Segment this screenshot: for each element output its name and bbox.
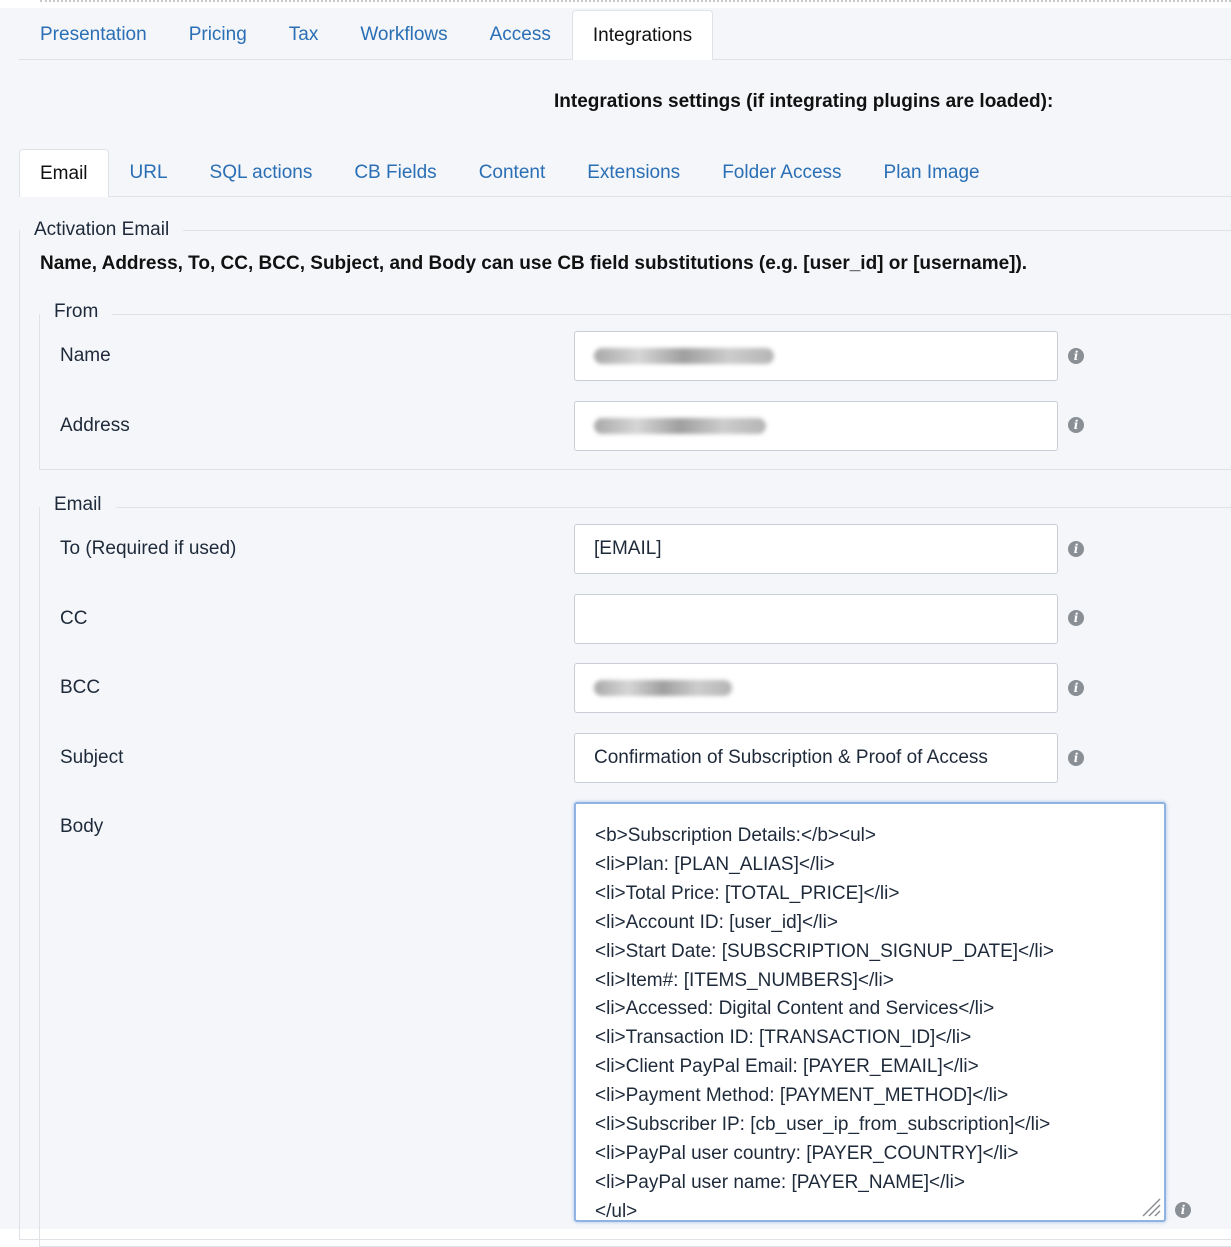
tab-access[interactable]: Access xyxy=(489,24,551,45)
email-legend: Email xyxy=(40,494,116,516)
activation-email-legend: Activation Email xyxy=(20,219,183,241)
tab-presentation[interactable]: Presentation xyxy=(40,24,147,45)
subject-input[interactable]: Confirmation of Subscription & Proof of Access xyxy=(574,733,1058,783)
to-label: To (Required if used) xyxy=(60,538,237,559)
resize-grip-icon[interactable] xyxy=(1139,1195,1161,1217)
body-line: <li>Transaction ID: [TRANSACTION_ID]</li> xyxy=(595,1027,972,1049)
info-icon[interactable]: i xyxy=(1068,610,1084,626)
address-label: Address xyxy=(60,415,130,436)
info-icon[interactable]: i xyxy=(1068,417,1084,433)
to-input[interactable]: [EMAIL] xyxy=(574,524,1058,574)
tab-sql-actions[interactable]: SQL actions xyxy=(209,162,313,183)
body-line: <li>Payment Method: [PAYMENT_METHOD]</li> xyxy=(595,1085,1009,1107)
info-icon[interactable]: i xyxy=(1068,348,1084,364)
body-line: <li>Subscriber IP: [cb_user_ip_from_subscription]</li> xyxy=(595,1114,1051,1136)
from-name-input[interactable] xyxy=(574,331,1058,381)
redacted-bcc xyxy=(594,680,732,696)
tab-cb-fields[interactable]: CB Fields xyxy=(354,162,437,183)
bcc-label: BCC xyxy=(60,677,101,698)
info-icon[interactable]: i xyxy=(1175,1202,1191,1218)
tab-url[interactable]: URL xyxy=(129,162,168,183)
body-line: <li>Total Price: [TOTAL_PRICE]</li> xyxy=(595,882,900,904)
tab-tax[interactable]: Tax xyxy=(288,24,319,45)
body-line: <li>Item#: [ITEMS_NUMBERS]</li> xyxy=(595,969,894,991)
body-textarea[interactable] xyxy=(574,802,1166,1222)
section-heading: Integrations settings (if integrating plugins are loaded): xyxy=(554,91,1054,112)
tab-workflows[interactable]: Workflows xyxy=(360,24,448,45)
redacted-name xyxy=(594,348,774,364)
cc-label: CC xyxy=(60,608,88,629)
tab-pricing[interactable]: Pricing xyxy=(188,24,247,45)
integration-tabs xyxy=(19,149,1231,197)
tab-extensions[interactable]: Extensions xyxy=(587,162,681,183)
body-line: <li>Accessed: Digital Content and Services</li> xyxy=(595,998,995,1020)
body-line: <li>Plan: [PLAN_ALIAS]</li> xyxy=(595,853,835,875)
main-tabs xyxy=(19,10,1231,60)
tab-plan-image[interactable]: Plan Image xyxy=(883,162,980,183)
info-icon[interactable]: i xyxy=(1068,680,1084,696)
cc-input[interactable] xyxy=(574,594,1058,644)
substitution-note: Name, Address, To, CC, BCC, Subject, and Body can use CB field substitutions (e.g. [user_id] or [username]). xyxy=(40,253,1028,274)
body-line: <li>Client PayPal Email: [PAYER_EMAIL]</li> xyxy=(595,1056,979,1078)
tab-content[interactable]: Content xyxy=(478,162,546,183)
body-line: <li>PayPal user name: [PAYER_NAME]</li> xyxy=(595,1171,965,1193)
tab-integrations[interactable]: Integrations xyxy=(572,10,713,60)
tab-folder-access[interactable]: Folder Access xyxy=(722,162,842,183)
info-icon[interactable]: i xyxy=(1068,541,1084,557)
tab-email[interactable]: Email xyxy=(19,149,109,197)
name-label: Name xyxy=(60,345,111,366)
body-label: Body xyxy=(60,816,104,837)
from-legend: From xyxy=(40,301,112,323)
body-line: <li>PayPal user country: [PAYER_COUNTRY]</li> xyxy=(595,1142,1019,1164)
subject-label: Subject xyxy=(60,747,124,768)
body-line: <b>Subscription Details:</b><ul> xyxy=(595,825,876,846)
body-line: <li>Start Date: [SUBSCRIPTION_SIGNUP_DATE]</li> xyxy=(595,940,1054,962)
redacted-address xyxy=(594,418,766,434)
body-line: </ul> xyxy=(595,1200,638,1222)
from-address-input[interactable] xyxy=(574,401,1058,451)
bcc-input[interactable] xyxy=(574,663,1058,713)
info-icon[interactable]: i xyxy=(1068,750,1084,766)
body-line: <li>Account ID: [user_id]</li> xyxy=(595,911,838,933)
page-top-divider xyxy=(40,0,1231,2)
